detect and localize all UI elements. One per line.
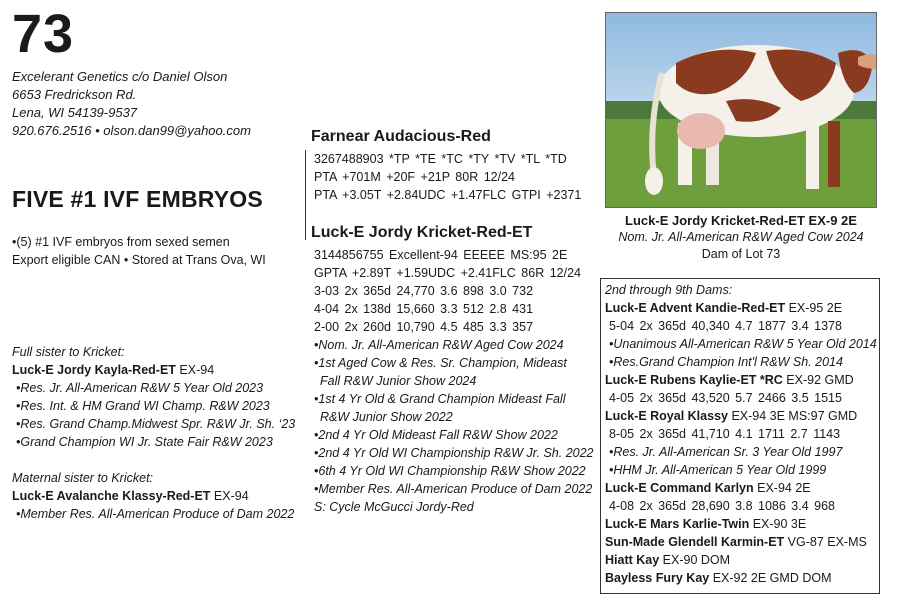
caption-award: Nom. Jr. All-American R&W Aged Cow 2024 bbox=[618, 230, 864, 244]
dam-award: •1st 4 Yr Old & Grand Champion Mideast Fall bbox=[314, 392, 566, 406]
dam-section bbox=[311, 224, 594, 516]
ancestor-score: EX-94 3E MS:97 GMD bbox=[727, 409, 858, 423]
dam-award: •Nom. Jr. All-American R&W Aged Cow 2024 bbox=[314, 338, 564, 352]
sire-line: PTA +701M +20F +21P 80R 12/24 bbox=[314, 170, 515, 184]
maternal-sister-heading: Maternal sister to Kricket: bbox=[12, 471, 154, 485]
ancestor-score: VG-87 EX-MS bbox=[784, 535, 867, 549]
ancestor-name: Bayless Fury Kay bbox=[605, 571, 710, 585]
consignor-contact: 920.676.2516 • olson.dan99@yahoo.com bbox=[12, 123, 251, 138]
ancestor-score: EX-92 2E GMD DOM bbox=[709, 571, 832, 585]
full-sister-note: •Grand Champion WI Jr. State Fair R&W 2023 bbox=[16, 435, 273, 449]
consignor-address bbox=[12, 68, 251, 140]
lot-number: 73 bbox=[12, 4, 75, 64]
consignor-name: Excelerant Genetics c/o Daniel Olson bbox=[12, 69, 228, 84]
full-sister-score: EX-94 bbox=[175, 363, 215, 377]
dam-award: •Member Res. All-American Produce of Dam 2022 bbox=[314, 482, 593, 496]
ancestor-note: •Res. Jr. All-American Sr. 3 Year Old 1997 bbox=[609, 445, 843, 459]
dam-line: 3144856755 Excellent-94 EEEEE MS:95 2E bbox=[314, 248, 568, 262]
maternal-sister-note: •Member Res. All-American Produce of Dam 2022 bbox=[16, 507, 295, 521]
full-sister-note: •Res. Jr. All-American R&W 5 Year Old 2023 bbox=[16, 381, 264, 395]
description-line: •(5) #1 IVF embryos from sexed semen bbox=[12, 235, 230, 249]
dam-line: GPTA +2.89T +1.59UDC +2.41FLC 86R 12/24 bbox=[314, 266, 581, 280]
ancestor-name: Luck-E Command Karlyn bbox=[605, 481, 754, 495]
ancestor-score: EX-94 2E bbox=[753, 481, 811, 495]
cow-illustration bbox=[606, 13, 876, 207]
full-sister-section bbox=[12, 343, 295, 451]
consignor-city: Lena, WI 54139-9537 bbox=[12, 105, 138, 120]
lot-description bbox=[12, 233, 266, 269]
maternal-sister-score: EX-94 bbox=[210, 489, 249, 503]
ancestor-record: 8-05 2x 365d 41,710 4.1 1711 2.7 1143 bbox=[609, 427, 841, 441]
dam-details bbox=[311, 246, 594, 516]
lot-headline: FIVE #1 IVF EMBRYOS bbox=[12, 186, 263, 212]
cow-photo bbox=[605, 12, 877, 208]
dam-record: 2-00 2x 260d 10,790 4.5 485 3.3 357 bbox=[314, 320, 534, 334]
full-sister-name: Luck-E Jordy Kayla-Red-ET bbox=[12, 363, 176, 377]
sire-name: Farnear Audacious-Red bbox=[311, 128, 491, 145]
dam-award: •2nd 4 Yr Old WI Championship R&W Jr. Sh. 2022 bbox=[314, 446, 594, 460]
dam-award: •1st Aged Cow & Res. Sr. Champion, Mideast bbox=[314, 356, 567, 370]
caption-relation: Dam of Lot 73 bbox=[701, 247, 781, 261]
maternal-sister-name: Luck-E Avalanche Klassy-Red-ET bbox=[12, 489, 211, 503]
cow-udder bbox=[677, 113, 725, 149]
sire-line: PTA +3.05T +2.84UDC +1.47FLC GTPI +2371 bbox=[314, 188, 582, 202]
ancestor-record: 5-04 2x 365d 40,340 4.7 1877 3.4 1378 bbox=[609, 319, 842, 333]
dam-award: •6th 4 Yr Old WI Championship R&W Show 2022 bbox=[314, 464, 586, 478]
sire-line: 3267488903 *TP *TE *TC *TY *TV *TL *TD bbox=[314, 152, 567, 166]
ancestor-name: Luck-E Advent Kandie-Red-ET bbox=[605, 301, 786, 315]
ancestor-score: EX-95 2E bbox=[785, 301, 843, 315]
dam-award: Fall R&W Junior Show 2024 bbox=[320, 374, 477, 388]
ancestor-score: EX-92 GMD bbox=[782, 373, 854, 387]
cow-leg bbox=[806, 123, 819, 189]
dams-box-heading: 2nd through 9th Dams: bbox=[605, 283, 733, 297]
dam-award: R&W Junior Show 2022 bbox=[320, 410, 453, 424]
dam-name: Luck-E Jordy Kricket-Red-ET bbox=[311, 224, 533, 241]
full-sister-note: •Res. Int. & HM Grand WI Champ. R&W 2023 bbox=[16, 399, 270, 413]
dam-sire-note: S: Cycle McGucci Jordy-Red bbox=[314, 500, 474, 514]
ancestor-name: Sun-Made Glendell Karmin-ET bbox=[605, 535, 785, 549]
full-sister-note: •Res. Grand Champ.Midwest Spr. R&W Jr. Sh. ‘23 bbox=[16, 417, 296, 431]
ancestor-name: Luck-E Rubens Kaylie-ET *RC bbox=[605, 373, 783, 387]
ancestor-name: Hiatt Kay bbox=[605, 553, 660, 567]
dam-award: •2nd 4 Yr Old Mideast Fall R&W Show 2022 bbox=[314, 428, 558, 442]
ancestor-record: 4-08 2x 365d 28,690 3.8 1086 3.4 968 bbox=[609, 499, 835, 513]
ancestor-record: 4-05 2x 365d 43,520 5.7 2466 3.5 1515 bbox=[609, 391, 842, 405]
ancestor-name: Luck-E Mars Karlie-Twin bbox=[605, 517, 750, 531]
ancestor-score: EX-90 3E bbox=[749, 517, 807, 531]
full-sister-heading: Full sister to Kricket: bbox=[12, 345, 125, 359]
dam-record: 3-03 2x 365d 24,770 3.6 898 3.0 732 bbox=[314, 284, 534, 298]
description-line: Export eligible CAN • Stored at Trans Ova, WI bbox=[12, 253, 266, 267]
caption-name: Luck-E Jordy Kricket-Red-ET EX-9 2E bbox=[625, 213, 857, 228]
ancestor-note: •Unanimous All-American R&W 5 Year Old 2014 bbox=[609, 337, 877, 351]
ancestor-note: •HHM Jr. All-American 5 Year Old 1999 bbox=[609, 463, 827, 477]
ancestor-name: Luck-E Royal Klassy bbox=[605, 409, 728, 423]
ancestor-score: EX-90 DOM bbox=[659, 553, 731, 567]
ancestor-note: •Res.Grand Champion Int'l R&W Sh. 2014 bbox=[609, 355, 843, 369]
consignor-street: 6653 Fredrickson Rd. bbox=[12, 87, 137, 102]
cow-leg bbox=[828, 121, 840, 187]
maternal-sister-section bbox=[12, 469, 294, 523]
dam-record: 4-04 2x 138d 15,660 3.3 512 2.8 431 bbox=[314, 302, 534, 316]
dams-box bbox=[600, 278, 880, 594]
photo-caption bbox=[605, 212, 877, 263]
